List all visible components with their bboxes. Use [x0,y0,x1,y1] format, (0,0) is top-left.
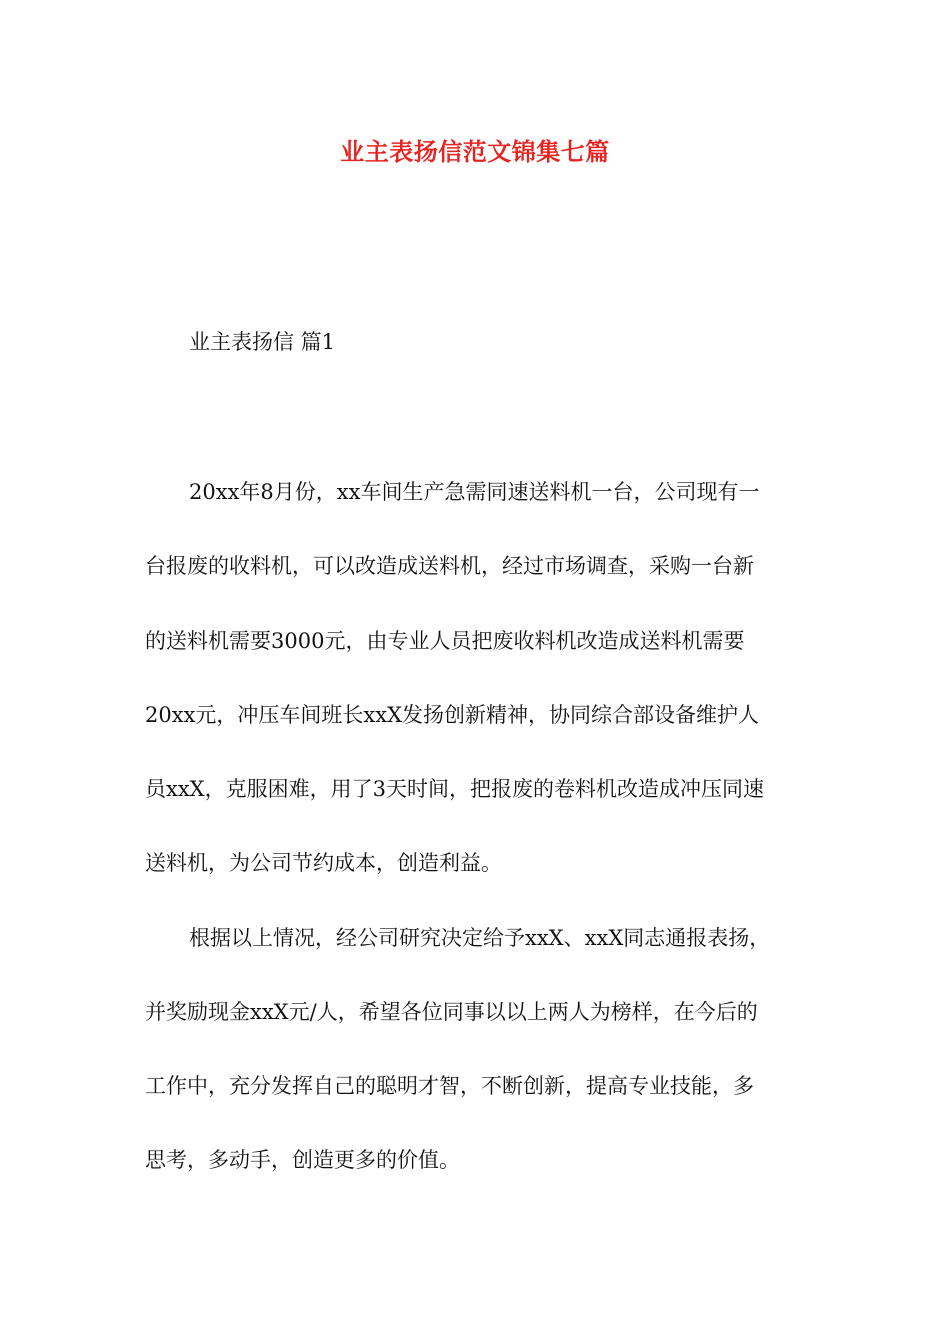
page-title: 业主表扬信范文锦集七篇 [340,137,610,166]
paragraph-line: 员xxX，克服困难，用了3天时间，把报废的卷料机改造成冲压同速 [145,777,764,801]
paragraph-line: 送料机，为公司节约成本，创造利益。 [145,851,502,875]
paragraph-line: 20xx元，冲压车间班长xxX发扬创新精神，协同综合部设备维护人 [145,703,760,727]
paragraph-line: 20xx年8月份，xx车间生产急需同速送料机一台，公司现有一 [189,480,760,504]
paragraph-line: 的送料机需要3000元，由专业人员把废收料机改造成送料机需要 [145,629,745,653]
paragraph-line: 根据以上情况，经公司研究决定给予xxX、xxX同志通报表扬， [189,926,771,950]
section-heading: 业主表扬信 篇1 [189,330,336,354]
paragraph-line: 并奖励现金xxX元/人，希望各位同事以以上两人为榜样，在今后的 [145,1000,758,1024]
paragraph-line: 工作中，充分发挥自己的聪明才智，不断创新，提高专业技能，多 [145,1074,754,1098]
paragraph-line: 思考，多动手，创造更多的价值。 [145,1148,460,1172]
paragraph-line: 台报废的收料机，可以改造成送料机，经过市场调查，采购一台新 [145,554,754,578]
